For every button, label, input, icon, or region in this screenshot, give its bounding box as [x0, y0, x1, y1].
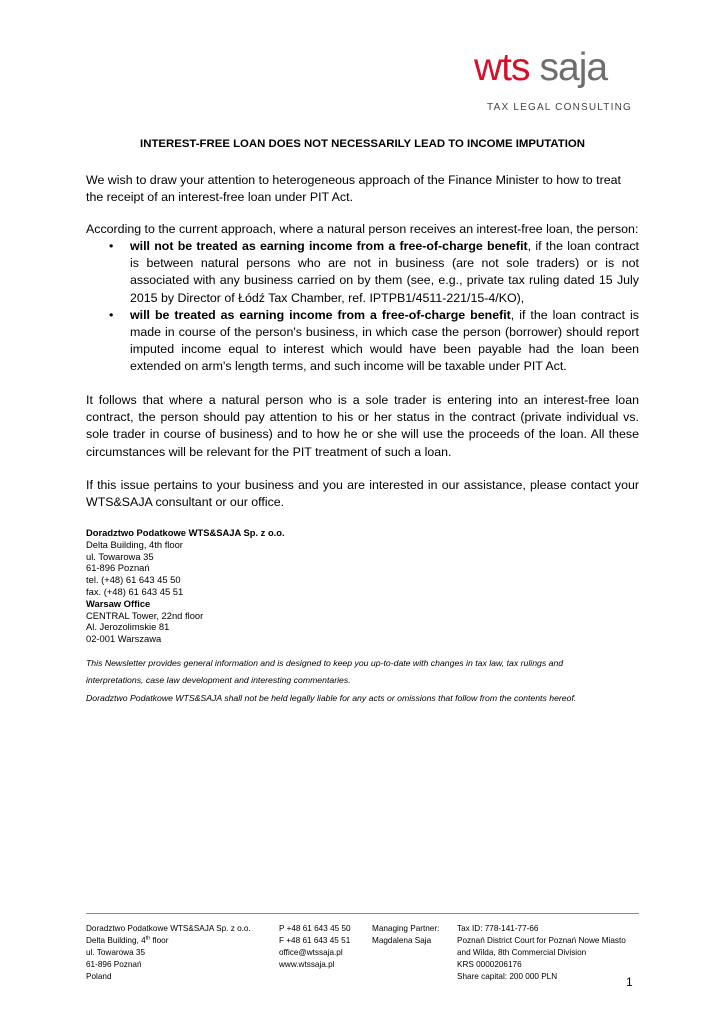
approach-paragraph: According to the current approach, where a natural person receives an interest-free loan, the person: [86, 222, 639, 236]
warsaw-city: 02-001 Warszawa [86, 633, 162, 645]
warsaw-office-heading: Warsaw Office [86, 597, 151, 609]
contact-fax: fax. (+48) 61 643 45 51 [86, 585, 184, 597]
page-number: 1 [626, 975, 633, 989]
disclaimer-line: Doradztwo Podatkowe WTS&SAJA shall not be held legally liable for any acts or omissions that follow from the contents hereof. [86, 692, 577, 703]
bullet-bold-text: will be treated as earning income from a free-of-charge benefit [130, 307, 511, 322]
footer-krs: KRS 0000206176 [457, 959, 522, 969]
footer-tax-id: Tax ID: 778-141-77-66 [457, 924, 539, 933]
contact-company: Doradztwo Podatkowe WTS&SAJA Sp. z o.o. [86, 527, 285, 538]
warsaw-building: CENTRAL Tower, 22nd floor [86, 609, 204, 621]
bullet-list [86, 238, 639, 376]
footer-building-floor: floor [150, 935, 169, 945]
list-item [86, 307, 639, 376]
footer-building-sup: th [145, 935, 151, 942]
intro-paragraph: We wish to draw your attention to heterogeneous approach of the Finance Minister to how to treat the receipt of an interest-free loan under PIT Act. [86, 173, 621, 205]
warsaw-street: Al. Jerozolimskie 81 [86, 621, 170, 633]
logo-tagline: TAX LEGAL CONSULTING [487, 102, 632, 113]
footer-fax: F +48 61 643 45 51 [279, 935, 351, 945]
footer-website-link[interactable]: www.wtssaja.pl [279, 959, 335, 969]
bullet-text: , if the loan contract is made in course of the person's business, in which case the person (borrower) should report imputed income equal to interest which would have been payable had the loan been extended on arm's length terms, and such income will be taxable under PIT Act. [130, 307, 639, 374]
footer-city: 61-896 Poznań [86, 959, 142, 969]
footer-country: Poland [86, 971, 112, 981]
footer-partner-label: Managing Partner: [372, 924, 440, 933]
disclaimer [86, 655, 639, 707]
logo-saja: saja [539, 46, 608, 89]
contact-building: Delta Building, 4th floor [86, 538, 183, 550]
footer-partner-column [372, 923, 439, 947]
bullet-icon: • [109, 307, 114, 322]
company-logo [470, 46, 640, 118]
contact-us-paragraph: If this issue pertains to your business and you are interested in our assistance, please contact your WTS&SAJA consultant or our office. [86, 478, 639, 510]
footer-registration-column [457, 923, 626, 983]
bullet-text: , if the loan contract is between natural persons who are not in business (are not sole traders) or is not associated with any business carried on by them (see, e.g., private tax ruling dated 15 July 2015 by Director of Łódź Tax Chamber, ref. IPTPB1/4511-221/15-4/KO), [130, 239, 639, 305]
footer-divider [86, 913, 639, 914]
footer-partner-name: Magdalena Saja [372, 935, 432, 945]
footer-building-text: Delta Building, 4 [86, 935, 146, 945]
footer-phone: P +48 61 643 45 50 [279, 924, 351, 933]
conclusion-paragraph: It follows that where a natural person who is a sole trader is entering into an interest-free loan contract, the person should pay attention to his or her status in the contract (private individual vs. sole trader in course of business) and to how he or she will use the proceeds of the loan. All these circumstances will be relevant for the PIT treatment of such a loan. [86, 393, 639, 459]
bullet-bold-text: will not be treated as earning income from a free-of-charge benefit [130, 239, 528, 253]
contact-block [86, 527, 285, 645]
footer-court-division: and Wilda, 8th Commercial Division [457, 947, 587, 957]
logo-wts: wts [474, 46, 530, 89]
bullet-icon: • [109, 239, 114, 253]
footer-court: Poznań District Court for Poznań Nowe Miasto [457, 935, 626, 945]
disclaimer-line: This Newsletter provides general information and is designed to keep you up-to-date with changes in tax law, tax rulings and [86, 658, 564, 668]
footer-email-link[interactable]: office@wtssaja.pl [279, 947, 343, 957]
logo-wordmark [474, 46, 607, 90]
contact-city: 61-896 Poznań [86, 562, 150, 574]
list-item [86, 238, 639, 307]
footer-street: ul. Towarowa 35 [86, 947, 146, 957]
contact-street: ul. Towarowa 35 [86, 550, 154, 562]
footer-company: Doradztwo Podatkowe WTS&SAJA Sp. z o.o. [86, 924, 251, 933]
footer-building [86, 935, 251, 947]
document-title: INTEREST-FREE LOAN DOES NOT NECESSARILY LEAD TO INCOME IMPUTATION [140, 138, 585, 150]
disclaimer-line: interpretations, case law development and interesting commentaries. [86, 675, 351, 686]
footer-contact-column [279, 923, 351, 971]
footer-share-capital: Share capital: 200 000 PLN [457, 971, 558, 981]
footer-address-column [86, 923, 251, 983]
contact-tel: tel. (+48) 61 643 45 50 [86, 574, 181, 586]
